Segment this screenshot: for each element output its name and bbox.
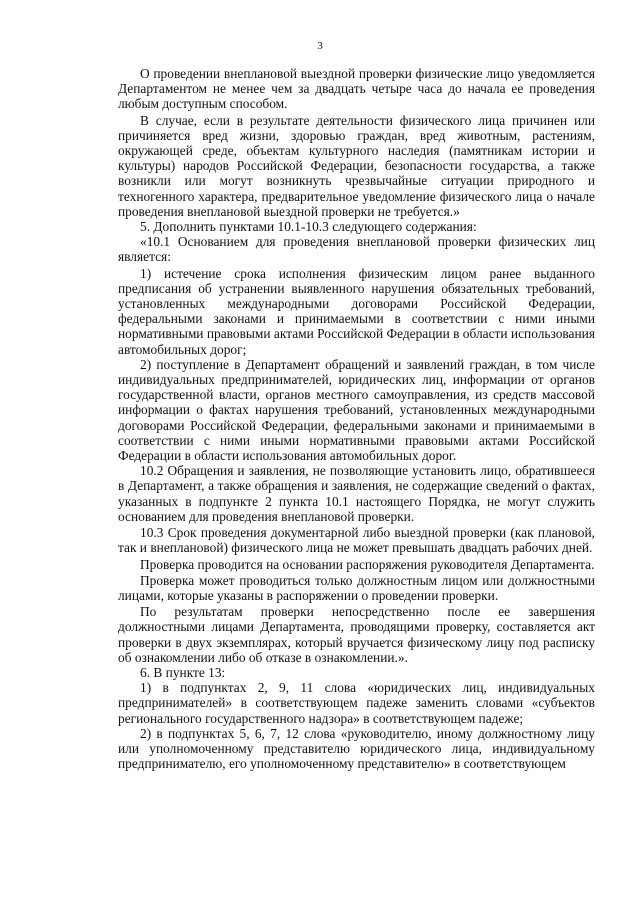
- paragraph-inspection-act: По результатам проверки непосредственно после ее завершения должностными лицами Департамента, проводящими проверку, составляется акт проверки в двух экземплярах, который вручается физическому лицу под расписку об ознакомлении либо об отказе в ознакомлении.».: [118, 604, 595, 665]
- paragraph-harm-case: В случае, если в результате деятельности физического лица причинен или причиняется вред жизни, здоровью граждан, вред животным, растениям, окружающей среде, объектам культурного наследия (памятникам истории и культуры) народов Российской Федерации, безопасности государства, а также возникли или могут возникнуть чрезвычайные ситуации природного и техногенного характера, предварительное уведомление физического лица о начале проведения внеплановой выездной проверки не требуется.»: [118, 112, 595, 219]
- paragraph-10-1-subitem-2: 2) поступление в Департамент обращений и заявлений граждан, в том числе индивидуальных предпринимателей, юридических лиц, информации от органов государственной власти, органов местного самоуправления, из средств массовой информации о фактах нарушения требований, установленных международными договорами Российской Федерации, федеральными законами и принимаемыми в соответствии с ними иными нормативными правовыми актами Российской Федерации в области использования автомобильных дорог.: [118, 356, 595, 464]
- paragraph-10-2: 10.2 Обращения и заявления, не позволяющие установить лицо, обратившееся в Департамент, а также обращения и заявления, не содержащие сведений о фактах, указанных в подпункте 2 пункта 10.1 настоящего Порядка, не могут служить основанием для проведения внеплановой проверки.: [118, 463, 595, 524]
- paragraph-inspection-basis: Проверка проводится на основании распоряжения руководителя Департамента.: [140, 556, 595, 572]
- paragraph-10-3: 10.3 Срок проведения документарной либо выездной проверки (как плановой, так и внеплановой) физического лица не может превышать двадцать рабочих дней.: [118, 525, 595, 556]
- document-body: [118, 66, 595, 771]
- paragraph-item-5: 5. Дополнить пунктами 10.1-10.3 следующего содержания:: [140, 219, 477, 235]
- paragraph-10-1-heading: «10.1 Основанием для проведения внеплановой проверки физических лиц является:: [118, 234, 595, 265]
- paragraph-notification: О проведении внеплановой выездной проверки физические лицо уведомляется Департаментом не менее чем за двадцать четыре часа до начала ее проведения любым доступным способом.: [118, 66, 595, 112]
- page-number: 3: [317, 40, 323, 52]
- paragraph-item-6-subitem-1: 1) в подпунктах 2, 9, 11 слова «юридических лиц, индивидуальных предпринимателей» в соответствующем падеже заменить словами «субъектов регионального государственного надзора» в соответствующем падеже;: [118, 680, 595, 726]
- paragraph-item-6-subitem-2: 2) в подпунктах 5, 6, 7, 12 слова «руководителю, иному должностному лицу или уполномоченному представителю юридического лица, индивидуальному предпринимателю, его уполномоченному представителю» в соответствующем: [118, 725, 595, 772]
- paragraph-inspection-officials: Проверка может проводиться только должностным лицом или должностными лицами, которые указаны в распоряжении о проведении проверки.: [118, 572, 595, 603]
- paragraph-item-6: 6. В пункте 13:: [140, 664, 226, 680]
- paragraph-10-1-subitem-1: 1) истечение срока исполнения физическим лицом ранее выданного предписания об устранении выявленного нарушения обязательных требований, установленных международными договорами Российской Федерации, федеральными законами и принимаемыми в соответствии с ними иными нормативными правовыми актами Российской Федерации в области использования автомобильных дорог;: [118, 265, 595, 357]
